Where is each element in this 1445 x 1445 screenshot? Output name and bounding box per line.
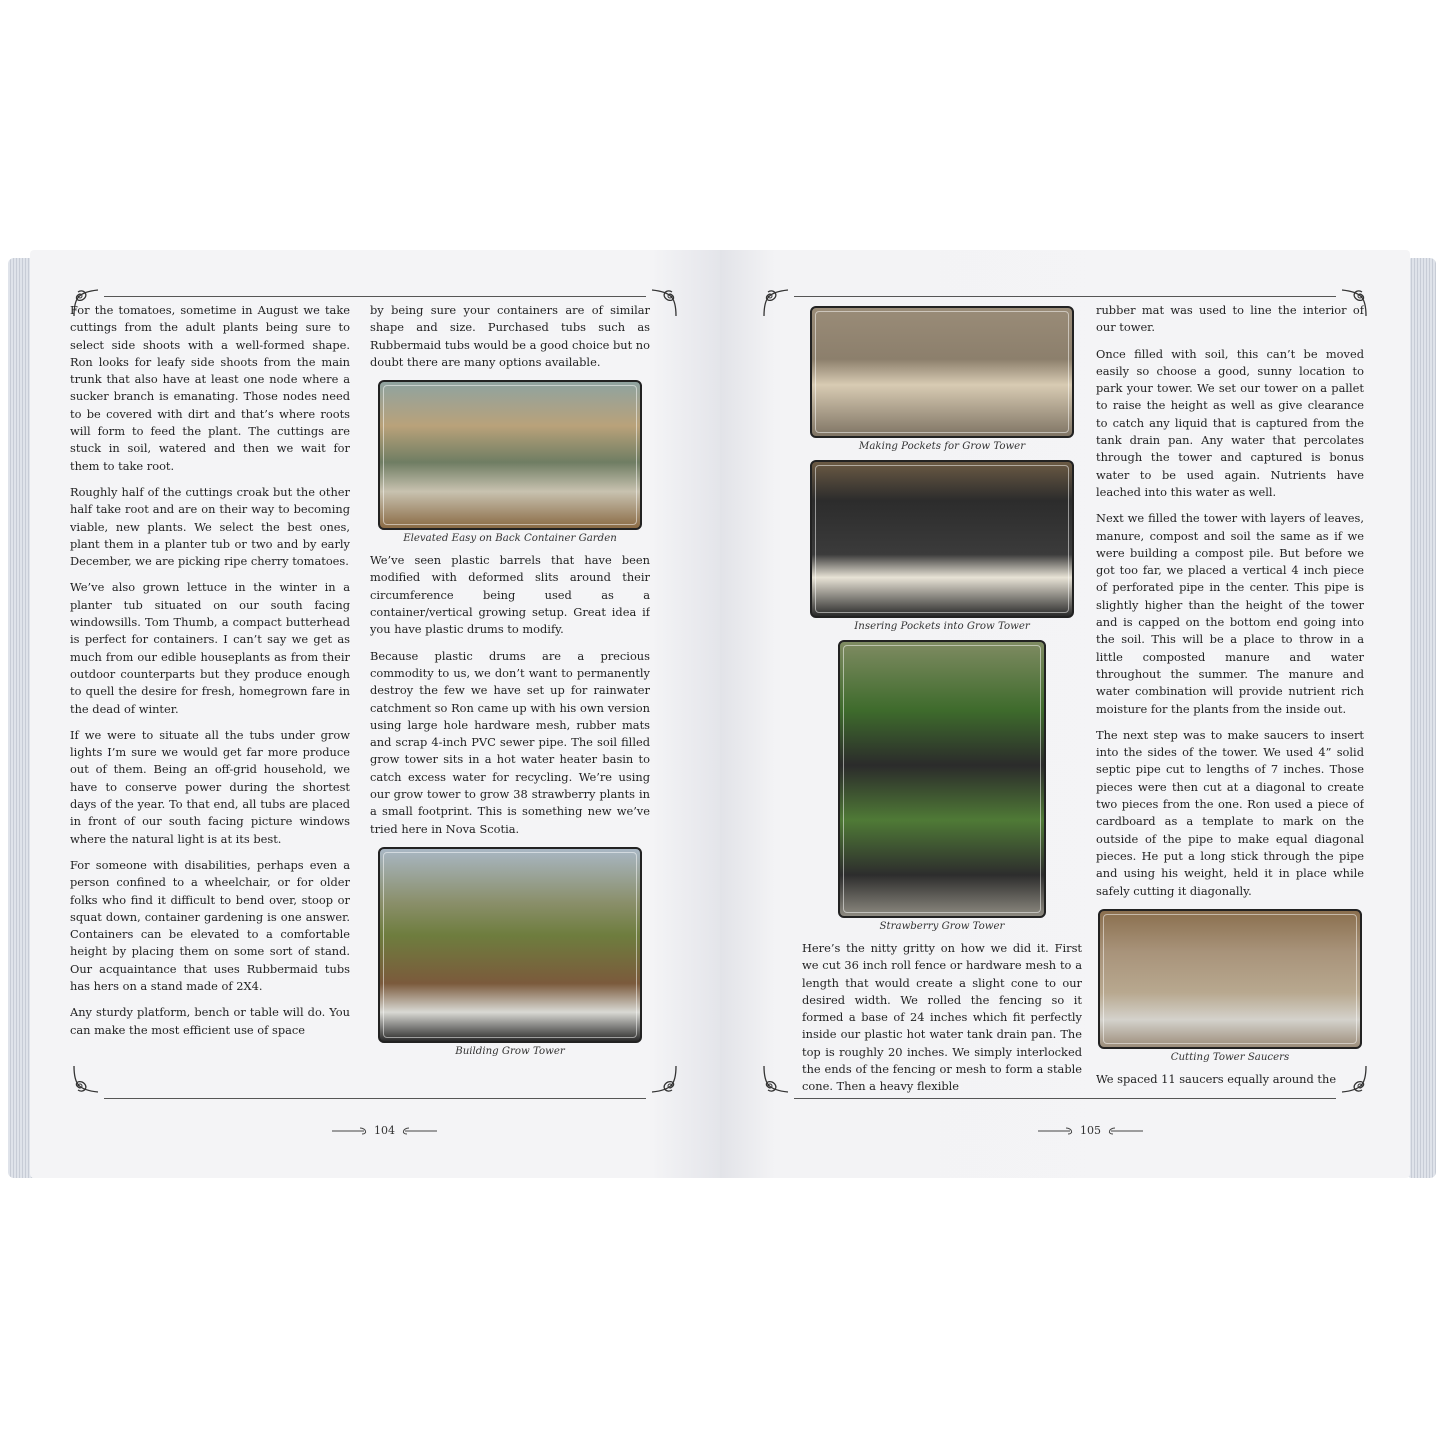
- page-number: 105: [1080, 1124, 1101, 1137]
- left-page: [30, 250, 720, 1178]
- figure-caption: Building Grow Tower: [455, 1045, 565, 1057]
- flourish-icon: [330, 1126, 370, 1136]
- figure-building-grow-tower: [370, 847, 650, 1059]
- photo-grow-tower-frame: [378, 847, 642, 1043]
- page-number: 104: [374, 1124, 395, 1137]
- figure-caption: Strawberry Grow Tower: [879, 921, 1005, 932]
- figure-container-garden: [370, 380, 650, 546]
- page-number-left: [330, 1124, 439, 1137]
- paragraph: Next we filled the tower with layers of leaves, manure, compost and soil the same as if we were building a compost pile. But before we got too far, we placed a vertical 4 inch piece of perforated pipe in the center. This pipe is slightly higher than the height of the tower and is capped on the bottom end going into the soil. This will be a place to throw in a little composted manure and water throughout the summer. The manure and water combination will provide nutrient rich moisture for the plants from the inside out.: [1096, 511, 1364, 716]
- left-page-column-2: [370, 302, 650, 1102]
- corner-flourish-icon: [760, 286, 794, 320]
- flourish-icon: [1105, 1126, 1145, 1136]
- photo-strawberry-tower: [838, 640, 1046, 918]
- right-page-column-1: [802, 302, 1082, 1102]
- paragraph: rubber mat was used to line the interior of our tower.: [1096, 303, 1364, 335]
- paragraph: Roughly half of the cuttings croak but the other half take root and are on their way to becoming viable, new plants. We select the best ones, plant them in a planter tub or two and by early December, we are picking ripe cherry tomatoes.: [70, 484, 350, 569]
- paragraph: We’ve seen plastic barrels that have been modified with deformed slits around their circumference being used as a container/vertical growing setup. Great idea if you have plastic drums to modify.: [370, 553, 650, 637]
- photo-pipe-pockets: [810, 306, 1074, 438]
- corner-flourish-icon: [646, 286, 680, 320]
- figure-caption: Making Pockets for Grow Tower: [858, 441, 1026, 452]
- flourish-icon: [1036, 1126, 1076, 1136]
- paragraph: The next step was to make saucers to insert into the sides of the tower. We used 4” solid septic pipe cut to lengths of 7 inches. Those pieces were then cut at a diagonal to create two pieces from the one. Ron used a piece of cardboard as a template to mark on the outside of the pipe to make equal diagonal pieces. He put a long stick through the pipe and using his weight, held it in place while safely cutting it diagonally.: [1096, 727, 1364, 898]
- paragraph: We’ve also grown lettuce in the winter in a planter tub situated on our south facing windowsills. Tom Thumb, a compact butterhead is perfect for containers. I can’t say we get as much from our edible houseplants as from their outdoor counterparts but they produce enough to quell the desire for fresh, homegrown fare in the dead of winter.: [70, 580, 350, 716]
- photo-container-garden: [378, 380, 642, 530]
- flourish-icon: [399, 1126, 439, 1136]
- paragraph: If we were to situate all the tubs under grow lights I’m sure we would get far more produce out of them. Being an off-grid household, we have to conserve power during the shortest days of the year. To that end, all tubs are placed in front of our south facing picture windows where the natural light is at its best.: [70, 727, 350, 846]
- right-page: [720, 250, 1410, 1178]
- paragraph: We spaced 11 saucers equally around the: [1096, 1071, 1337, 1086]
- right-page-column-2: [1096, 302, 1364, 1102]
- left-page-column-1: [70, 302, 350, 1102]
- figure-caption: Cutting Tower Saucers: [1170, 1051, 1290, 1063]
- page-number-right: [1036, 1124, 1145, 1137]
- paragraph: Here’s the nitty gritty on how we did it. First we cut 36 inch roll fence or hardware mesh to a length that would create a slight cone to our desired width. We rolled the fencing so it formed a base of 24 inches which fit perfectly inside our plastic hot water tank drain pan. The top is roughly 20 inches. We simply interlocked the ends of the fencing or mesh to form a stable cone. Then a heavy flexible: [802, 941, 1082, 1094]
- paragraph: Once filled with soil, this can’t be moved easily so choose a good, sunny location to park your tower. We set our tower on a pallet to raise the height as well as give clearance to catch any liquid that is captured from the tank drain pan. Any water that percolates through the tower and captured is bonus water to be used again. Nutrients have leached into this water as well.: [1096, 346, 1364, 499]
- figure-inserting-pockets: [802, 460, 1082, 634]
- paragraph: Any sturdy platform, bench or table will do. You can make the most efficient use of space: [70, 1005, 350, 1037]
- photo-tower-pockets: [810, 460, 1074, 618]
- corner-flourish-icon: [760, 1062, 794, 1096]
- top-rule: [104, 296, 646, 297]
- paragraph: Because plastic drums are a precious commodity to us, we don’t want to permanently destroy the few we have set up for rainwater catchment so Ron came up with his own version using large hole hardware mesh, rubber mats and scrap 4-inch PVC sewer pipe. The soil filled grow tower sits in a hot water heater basin to catch excess water for recycling. We’re using our grow tower to grow 38 strawberry plants in a small footprint. This is something new we’ve tried here in Nova Scotia.: [370, 648, 650, 836]
- figure-strawberry-tower: [802, 640, 1082, 934]
- paragraph: For someone with disabilities, perhaps even a person confined to a wheelchair, or for older folks who find it difficult to bend over, stoop or squat down, container gardening is one answer. Containers can be elevated to a comfortable height by placing them on some sort of stand. Our acquaintance that uses Rubbermaid tubs has hers on a stand made of 2X4.: [70, 857, 350, 993]
- paragraph: by being sure your containers are of similar shape and size. Purchased tubs such as Rubbermaid tubs would be a good choice but no doubt there are many options available.: [370, 303, 650, 369]
- open-book: [8, 250, 1436, 1178]
- figure-caption: Insering Pockets into Grow Tower: [854, 621, 1030, 632]
- figure-making-pockets: [802, 306, 1082, 454]
- figure-caption: Elevated Easy on Back Container Garden: [403, 533, 617, 545]
- page-edges-right: [1406, 258, 1436, 1178]
- figure-cutting-saucers: [1096, 909, 1364, 1065]
- photo-cutting-pipe: [1098, 909, 1362, 1049]
- top-rule: [794, 296, 1336, 297]
- corner-flourish-icon: [646, 1062, 680, 1096]
- paragraph: For the tomatoes, sometime in August we take cuttings from the adult plants being sure to select side shoots with a well-formed shape. Ron looks for leafy side shoots from the main trunk that also have at least one node where a sucker branch is emanating. Those nodes need to be covered with dirt and that’s where roots will form to feed the plant. The cuttings are stuck in soil, watered and then we wait for them to take root.: [70, 303, 350, 473]
